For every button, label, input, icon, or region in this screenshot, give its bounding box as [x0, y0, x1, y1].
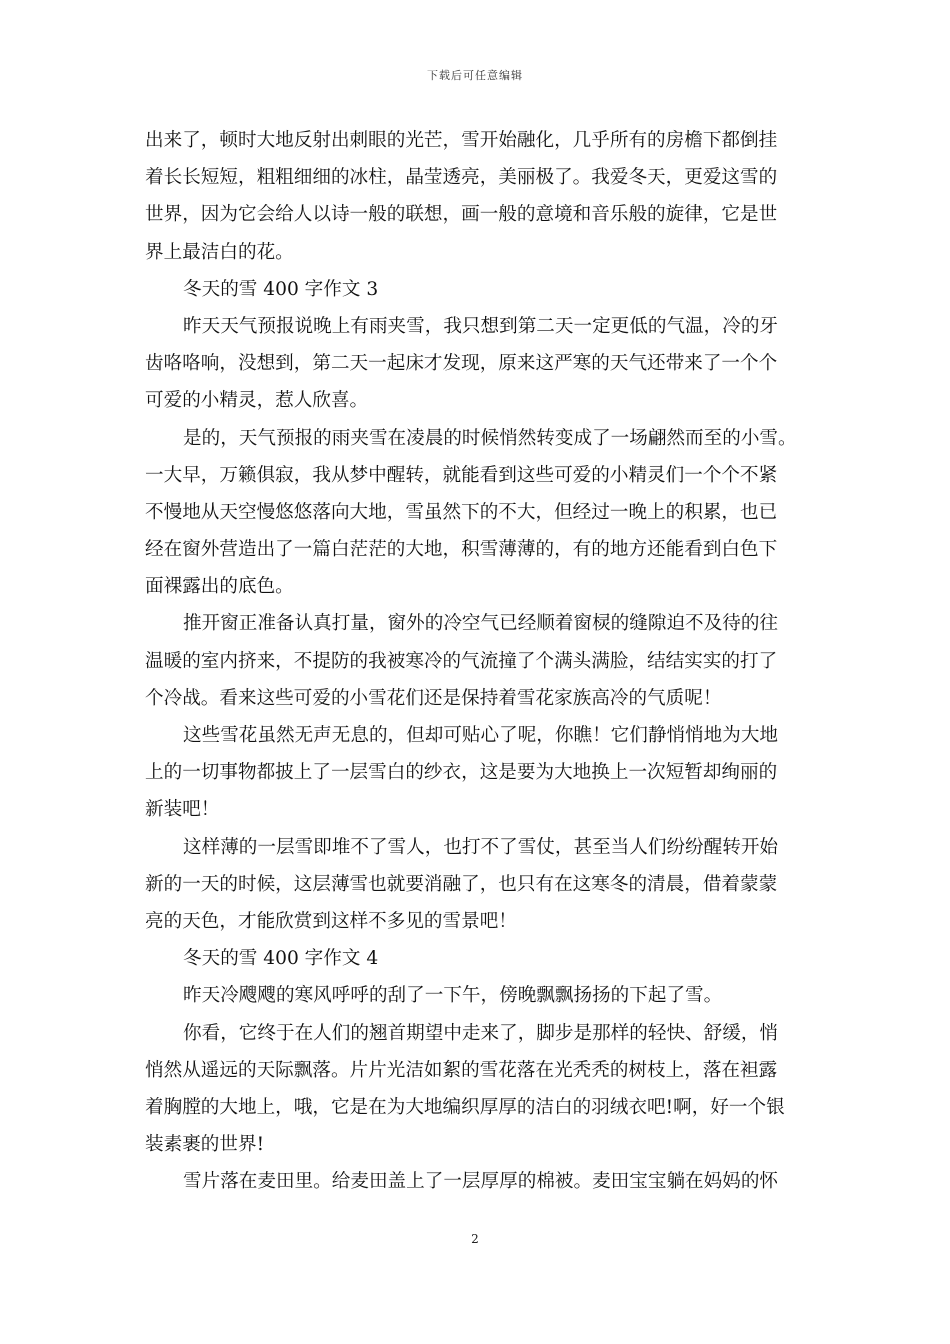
text-line: 经在窗外营造出了一篇白茫茫的大地，积雪薄薄的，有的地方还能看到白色下: [145, 539, 778, 561]
text-line: 一大早，万籁俱寂，我从梦中醒转，就能看到这些可爱的小精灵们一个个不紧: [145, 464, 778, 486]
text-line: 着长长短短，粗粗细细的冰柱，晶莹透亮，美丽极了。我爱冬天，更爱这雪的: [145, 167, 778, 189]
page-number: 2: [471, 1232, 479, 1246]
text-line: 这样薄的一层雪即堆不了雪人，也打不了雪仗，甚至当人们纷纷醒转开始: [183, 836, 779, 858]
text-line: 新装吧！: [145, 799, 220, 821]
text-line: 面裸露出的底色。: [145, 576, 294, 598]
text-line: 着胸膛的大地上，哦，它是在为大地编织厚厚的洁白的羽绒衣吧!啊，好一个银: [145, 1096, 785, 1118]
section-heading: 冬天的雪 400 字作文 3: [183, 278, 379, 300]
text-line: 上的一切事物都披上了一层雪白的纱衣，这是要为大地换上一次短暂却绚丽的: [145, 762, 778, 784]
text-line: 可爱的小精灵，惹人欣喜。: [145, 390, 369, 412]
document-body: [145, 122, 807, 1200]
page-header: 下载后可任意编辑: [427, 69, 523, 82]
text-line: 亮的天色，才能欣赏到这样不多见的雪景吧！: [145, 910, 517, 932]
text-line: 是的，天气预报的雨夹雪在凌晨的时候悄然转变成了一场翩然而至的小雪。: [183, 427, 797, 449]
text-line: 雪片落在麦田里。给麦田盖上了一层厚厚的棉被。麦田宝宝躺在妈妈的怀: [183, 1171, 779, 1193]
text-line: 齿咯咯响，没想到，第二天一起床才发现，原来这严寒的天气还带来了一个个: [145, 353, 778, 375]
text-line: 温暖的室内挤来，不提防的我被寒冷的气流撞了个满头满脸，结结实实的打了: [145, 650, 778, 672]
text-line: 这些雪花虽然无声无息的，但却可贴心了呢，你瞧！它们静悄悄地为大地: [183, 725, 779, 746]
text-line: 你看，它终于在人们的翘首期望中走来了，脚步是那样的轻快、舒缓，悄: [183, 1022, 779, 1044]
section-heading: 冬天的雪 400 字作文 4: [183, 948, 379, 970]
text-line: 个冷战。看来这些可爱的小雪花们还是保持着雪花家族高冷的气质呢！: [145, 687, 722, 709]
text-line: 新的一天的时候，这层薄雪也就要消融了，也只有在这寒冬的清晨，借着蒙蒙: [145, 873, 778, 895]
text-line: 推开窗正准备认真打量，窗外的冷空气已经顺着窗棂的缝隙迫不及待的往: [183, 613, 779, 635]
text-line: 昨天天气预报说晚上有雨夹雪，我只想到第二天一定更低的气温，冷的牙: [183, 315, 779, 337]
text-line: 悄然从遥远的天际飘落。片片光洁如絮的雪花落在光秃秃的树枝上，落在袒露: [145, 1059, 778, 1081]
text-line: 界上最洁白的花。: [145, 241, 294, 263]
text-line: 昨天冷飕飕的寒风呼呼的刮了一下午，傍晚飘飘扬扬的下起了雪。: [183, 985, 723, 1007]
text-line: 装素裹的世界!: [145, 1134, 265, 1156]
text-line: 出来了，顿时大地反射出刺眼的光芒，雪开始融化，几乎所有的房檐下都倒挂: [145, 130, 778, 151]
text-line: 不慢地从天空慢悠悠落向大地，雪虽然下的不大，但经过一晚上的积累，也已: [145, 501, 778, 523]
text-line: 世界，因为它会给人以诗一般的联想，画一般的意境和音乐般的旋律，它是世: [145, 204, 778, 226]
